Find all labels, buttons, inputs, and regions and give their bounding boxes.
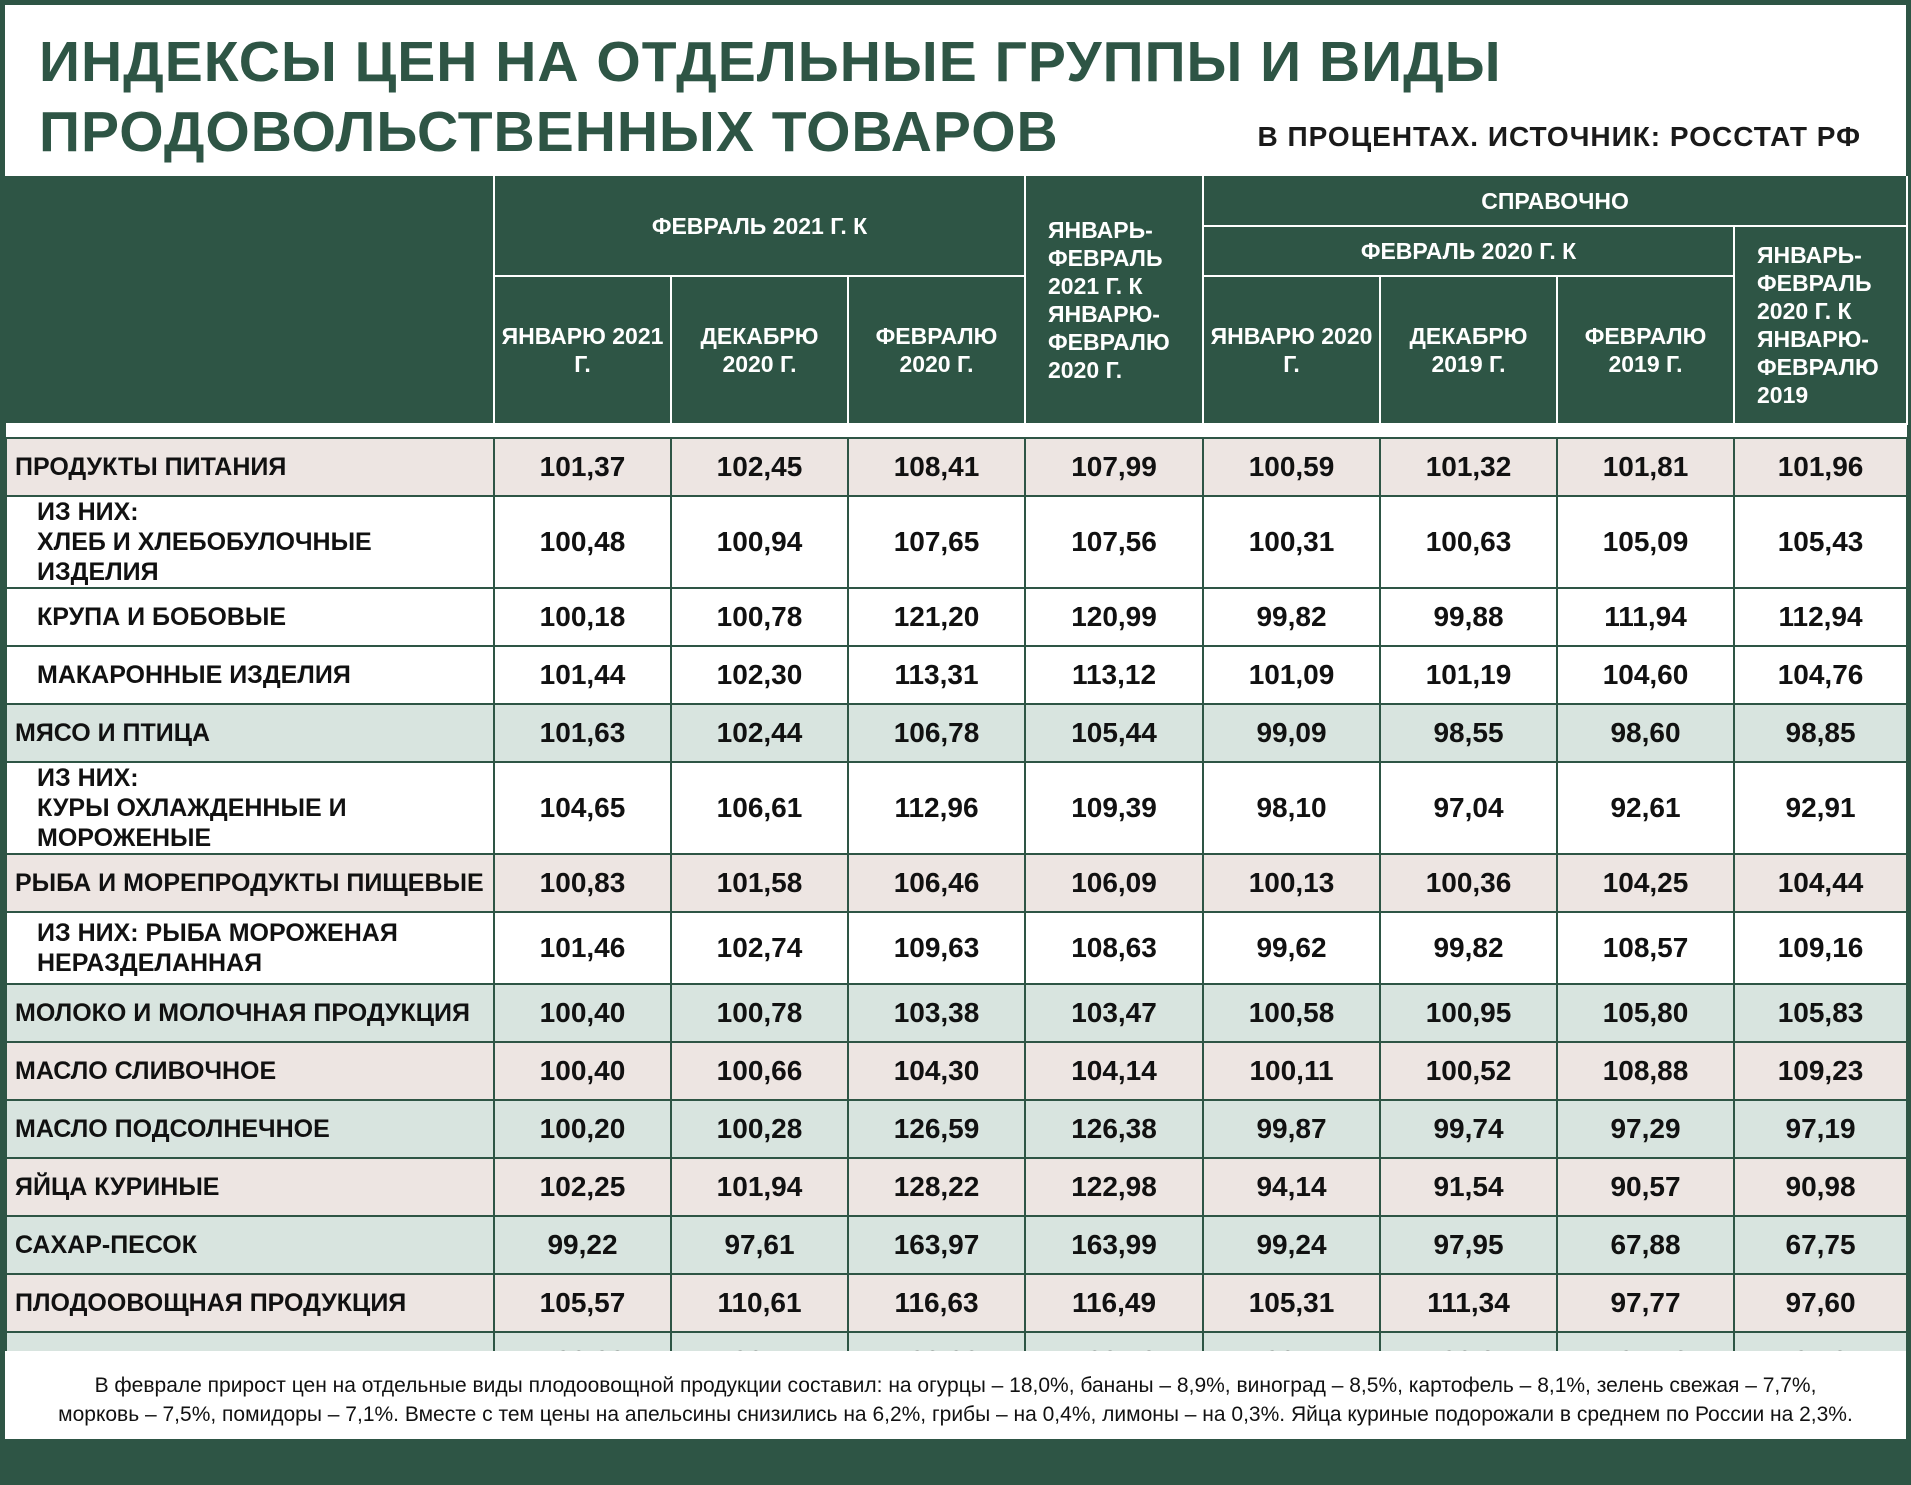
cell: 98,85 bbox=[1734, 704, 1907, 762]
cell: 99,62 bbox=[1203, 912, 1380, 984]
cell: 102,45 bbox=[671, 438, 848, 496]
header-group-feb2020: ФЕВРАЛЬ 2020 Г. К bbox=[1203, 226, 1734, 276]
cell: 100,13 bbox=[1203, 854, 1380, 912]
price-index-table bbox=[5, 176, 1908, 1391]
cell: 97,60 bbox=[1734, 1274, 1907, 1332]
header-col-jan-2020: ЯНВАРЮ 2020 Г. bbox=[1203, 276, 1380, 424]
cell: 94,14 bbox=[1203, 1158, 1380, 1216]
cell: 103,38 bbox=[848, 984, 1025, 1042]
table-row bbox=[6, 762, 1907, 854]
cell: 104,60 bbox=[1557, 646, 1734, 704]
cell: 107,65 bbox=[848, 496, 1025, 588]
cell: 104,25 bbox=[1557, 854, 1734, 912]
cell: 99,74 bbox=[1380, 1100, 1557, 1158]
cell: 163,97 bbox=[848, 1216, 1025, 1274]
cell: 100,94 bbox=[671, 496, 848, 588]
title-box bbox=[5, 5, 1906, 176]
row-label: ПЛОДООВОЩНАЯ ПРОДУКЦИЯ bbox=[6, 1274, 494, 1332]
cell: 100,20 bbox=[494, 1100, 671, 1158]
table-row bbox=[6, 854, 1907, 912]
cell: 90,98 bbox=[1734, 1158, 1907, 1216]
cell: 108,88 bbox=[1557, 1042, 1734, 1100]
cell: 100,28 bbox=[671, 1100, 848, 1158]
cell: 101,96 bbox=[1734, 438, 1907, 496]
cell: 67,88 bbox=[1557, 1216, 1734, 1274]
cell: 126,38 bbox=[1025, 1100, 1203, 1158]
row-label bbox=[6, 762, 494, 854]
table-row bbox=[6, 438, 1907, 496]
table-row bbox=[6, 496, 1907, 588]
cell: 108,41 bbox=[848, 438, 1025, 496]
cell: 105,57 bbox=[494, 1274, 671, 1332]
cell: 100,40 bbox=[494, 1042, 671, 1100]
header-col-feb-2019: ФЕВРАЛЮ 2019 Г. bbox=[1557, 276, 1734, 424]
cell: 104,30 bbox=[848, 1042, 1025, 1100]
cell: 105,44 bbox=[1025, 704, 1203, 762]
header-col-feb-2020: ФЕВРАЛЮ 2020 Г. bbox=[848, 276, 1025, 424]
cell: 100,11 bbox=[1203, 1042, 1380, 1100]
row-label: МАСЛО ПОДСОЛНЕЧНОЕ bbox=[6, 1100, 494, 1158]
cell: 101,81 bbox=[1557, 438, 1734, 496]
cell: 97,95 bbox=[1380, 1216, 1557, 1274]
header-group-feb2021: ФЕВРАЛЬ 2021 Г. К bbox=[494, 176, 1025, 276]
cell: 97,29 bbox=[1557, 1100, 1734, 1158]
row-label-line-1: ИЗ НИХ: bbox=[37, 498, 139, 526]
cell: 104,44 bbox=[1734, 854, 1907, 912]
cell: 101,19 bbox=[1380, 646, 1557, 704]
footnote-line-1: В феврале прирост цен на отдельные виды плодоовощной продукции составил: на огурцы – 18,0%, бананы – 8,9%, виноград – 8,5%, картофель – 8,1%, зелень свежая – 7,7%, bbox=[94, 1374, 1817, 1397]
cell: 67,75 bbox=[1734, 1216, 1907, 1274]
cell: 100,40 bbox=[494, 984, 671, 1042]
table-row bbox=[6, 1158, 1907, 1216]
row-label: ЯЙЦА КУРИНЫЕ bbox=[6, 1158, 494, 1216]
cell: 100,78 bbox=[671, 984, 848, 1042]
title-line-2: ПРОДОВОЛЬСТВЕННЫХ ТОВАРОВ bbox=[39, 100, 1059, 164]
row-label-line-2: ХЛЕБ И ХЛЕБОБУЛОЧНЫЕ ИЗДЕЛИЯ bbox=[37, 528, 372, 586]
cell: 100,78 bbox=[671, 588, 848, 646]
cell: 109,39 bbox=[1025, 762, 1203, 854]
cell: 106,61 bbox=[671, 762, 848, 854]
cell: 102,44 bbox=[671, 704, 848, 762]
row-label bbox=[6, 912, 494, 984]
cell: 99,09 bbox=[1203, 704, 1380, 762]
cell: 101,32 bbox=[1380, 438, 1557, 496]
cell: 100,66 bbox=[671, 1042, 848, 1100]
cell: 99,82 bbox=[1203, 588, 1380, 646]
cell: 111,94 bbox=[1557, 588, 1734, 646]
cell: 107,99 bbox=[1025, 438, 1203, 496]
table-row bbox=[6, 704, 1907, 762]
title-line-1: ИНДЕКСЫ ЦЕН НА ОТДЕЛЬНЫЕ ГРУППЫ И ВИДЫ bbox=[39, 30, 1502, 94]
header-reference: СПРАВОЧНО bbox=[1203, 176, 1907, 226]
cell: 163,99 bbox=[1025, 1216, 1203, 1274]
cell: 100,58 bbox=[1203, 984, 1380, 1042]
table-row bbox=[6, 1100, 1907, 1158]
cell: 111,34 bbox=[1380, 1274, 1557, 1332]
cell: 107,56 bbox=[1025, 496, 1203, 588]
header-blank bbox=[6, 176, 494, 424]
cell: 99,24 bbox=[1203, 1216, 1380, 1274]
row-label-line-2: КУРЫ ОХЛАЖДЕННЫЕ И МОРОЖЕНЫЕ bbox=[37, 794, 347, 852]
header-jan-feb-2020: ЯНВАРЬ-ФЕВРАЛЬ 2020 Г. К ЯНВАРЮ-ФЕВРАЛЮ 2019 bbox=[1734, 226, 1907, 424]
cell: 100,36 bbox=[1380, 854, 1557, 912]
cell: 101,37 bbox=[494, 438, 671, 496]
cell: 100,83 bbox=[494, 854, 671, 912]
cell: 101,94 bbox=[671, 1158, 848, 1216]
cell: 100,63 bbox=[1380, 496, 1557, 588]
cell: 113,31 bbox=[848, 646, 1025, 704]
row-label: МЯСО И ПТИЦА bbox=[6, 704, 494, 762]
cell: 104,65 bbox=[494, 762, 671, 854]
row-label-line-1: ИЗ НИХ: РЫБА МОРОЖЕНАЯ bbox=[37, 919, 398, 947]
cell: 110,61 bbox=[671, 1274, 848, 1332]
cell: 102,25 bbox=[494, 1158, 671, 1216]
cell: 105,31 bbox=[1203, 1274, 1380, 1332]
cell: 106,78 bbox=[848, 704, 1025, 762]
row-label: САХАР-ПЕСОК bbox=[6, 1216, 494, 1274]
cell: 102,30 bbox=[671, 646, 848, 704]
header-jan-feb-2021: ЯНВАРЬ-ФЕВРАЛЬ 2021 Г. К ЯНВАРЮ-ФЕВРАЛЮ 2020 Г. bbox=[1025, 176, 1203, 424]
table-row bbox=[6, 1274, 1907, 1332]
cell: 101,44 bbox=[494, 646, 671, 704]
cell: 90,57 bbox=[1557, 1158, 1734, 1216]
cell: 103,47 bbox=[1025, 984, 1203, 1042]
cell: 105,09 bbox=[1557, 496, 1734, 588]
header-col-dec-2020: ДЕКАБРЮ 2020 Г. bbox=[671, 276, 848, 424]
cell: 116,63 bbox=[848, 1274, 1025, 1332]
cell: 100,95 bbox=[1380, 984, 1557, 1042]
cell: 100,48 bbox=[494, 496, 671, 588]
cell: 97,77 bbox=[1557, 1274, 1734, 1332]
cell: 101,58 bbox=[671, 854, 848, 912]
table-row bbox=[6, 1216, 1907, 1274]
cell: 100,18 bbox=[494, 588, 671, 646]
cell: 112,96 bbox=[848, 762, 1025, 854]
cell: 106,09 bbox=[1025, 854, 1203, 912]
cell: 99,88 bbox=[1380, 588, 1557, 646]
cell: 113,12 bbox=[1025, 646, 1203, 704]
cell: 105,43 bbox=[1734, 496, 1907, 588]
spacer-row bbox=[6, 424, 1907, 438]
cell: 112,94 bbox=[1734, 588, 1907, 646]
cell: 97,04 bbox=[1380, 762, 1557, 854]
row-label: ПРОДУКТЫ ПИТАНИЯ bbox=[6, 438, 494, 496]
cell: 108,63 bbox=[1025, 912, 1203, 984]
cell: 102,74 bbox=[671, 912, 848, 984]
row-label-line-1: ИЗ НИХ: bbox=[37, 764, 139, 792]
row-label-line-2: НЕРАЗДЕЛАННАЯ bbox=[37, 949, 263, 977]
row-label: МАСЛО СЛИВОЧНОЕ bbox=[6, 1042, 494, 1100]
cell: 120,99 bbox=[1025, 588, 1203, 646]
table-row bbox=[6, 1042, 1907, 1100]
header-col-dec-2019: ДЕКАБРЮ 2019 Г. bbox=[1380, 276, 1557, 424]
cell: 101,46 bbox=[494, 912, 671, 984]
cell: 104,14 bbox=[1025, 1042, 1203, 1100]
cell: 98,55 bbox=[1380, 704, 1557, 762]
cell: 109,23 bbox=[1734, 1042, 1907, 1100]
cell: 105,83 bbox=[1734, 984, 1907, 1042]
cell: 92,91 bbox=[1734, 762, 1907, 854]
cell: 98,10 bbox=[1203, 762, 1380, 854]
cell: 106,46 bbox=[848, 854, 1025, 912]
cell: 104,76 bbox=[1734, 646, 1907, 704]
footnote-line-2: морковь – 7,5%, помидоры – 7,1%. Вместе с тем цены на апельсины снизились на 6,2%, грибы – на 0,4%, лимоны – на 0,3%. Яйца куриные подорожали в среднем по России на 2,3%. bbox=[58, 1403, 1853, 1426]
cell: 97,19 bbox=[1734, 1100, 1907, 1158]
row-label: КРУПА И БОБОВЫЕ bbox=[6, 588, 494, 646]
table-row bbox=[6, 588, 1907, 646]
cell: 128,22 bbox=[848, 1158, 1025, 1216]
cell: 91,54 bbox=[1380, 1158, 1557, 1216]
cell: 100,31 bbox=[1203, 496, 1380, 588]
row-label: МОЛОКО И МОЛОЧНАЯ ПРОДУКЦИЯ bbox=[6, 984, 494, 1042]
cell: 116,49 bbox=[1025, 1274, 1203, 1332]
header-col-jan-2021: ЯНВАРЮ 2021 Г. bbox=[494, 276, 671, 424]
cell: 99,82 bbox=[1380, 912, 1557, 984]
cell: 122,98 bbox=[1025, 1158, 1203, 1216]
row-label: РЫБА И МОРЕПРОДУКТЫ ПИЩЕВЫЕ bbox=[6, 854, 494, 912]
footnote bbox=[5, 1351, 1906, 1439]
cell: 121,20 bbox=[848, 588, 1025, 646]
cell: 97,61 bbox=[671, 1216, 848, 1274]
cell: 101,09 bbox=[1203, 646, 1380, 704]
table-row bbox=[6, 984, 1907, 1042]
cell: 108,57 bbox=[1557, 912, 1734, 984]
row-label bbox=[6, 496, 494, 588]
cell: 109,16 bbox=[1734, 912, 1907, 984]
cell: 101,63 bbox=[494, 704, 671, 762]
table-row bbox=[6, 646, 1907, 704]
cell: 105,80 bbox=[1557, 984, 1734, 1042]
cell: 126,59 bbox=[848, 1100, 1025, 1158]
cell: 99,87 bbox=[1203, 1100, 1380, 1158]
table-row bbox=[6, 912, 1907, 984]
cell: 99,22 bbox=[494, 1216, 671, 1274]
cell: 92,61 bbox=[1557, 762, 1734, 854]
cell: 100,59 bbox=[1203, 438, 1380, 496]
cell: 100,52 bbox=[1380, 1042, 1557, 1100]
cell: 98,60 bbox=[1557, 704, 1734, 762]
source-note: В ПРОЦЕНТАХ. ИСТОЧНИК: РОССТАТ РФ bbox=[1257, 121, 1861, 152]
row-label: МАКАРОННЫЕ ИЗДЕЛИЯ bbox=[6, 646, 494, 704]
cell: 109,63 bbox=[848, 912, 1025, 984]
